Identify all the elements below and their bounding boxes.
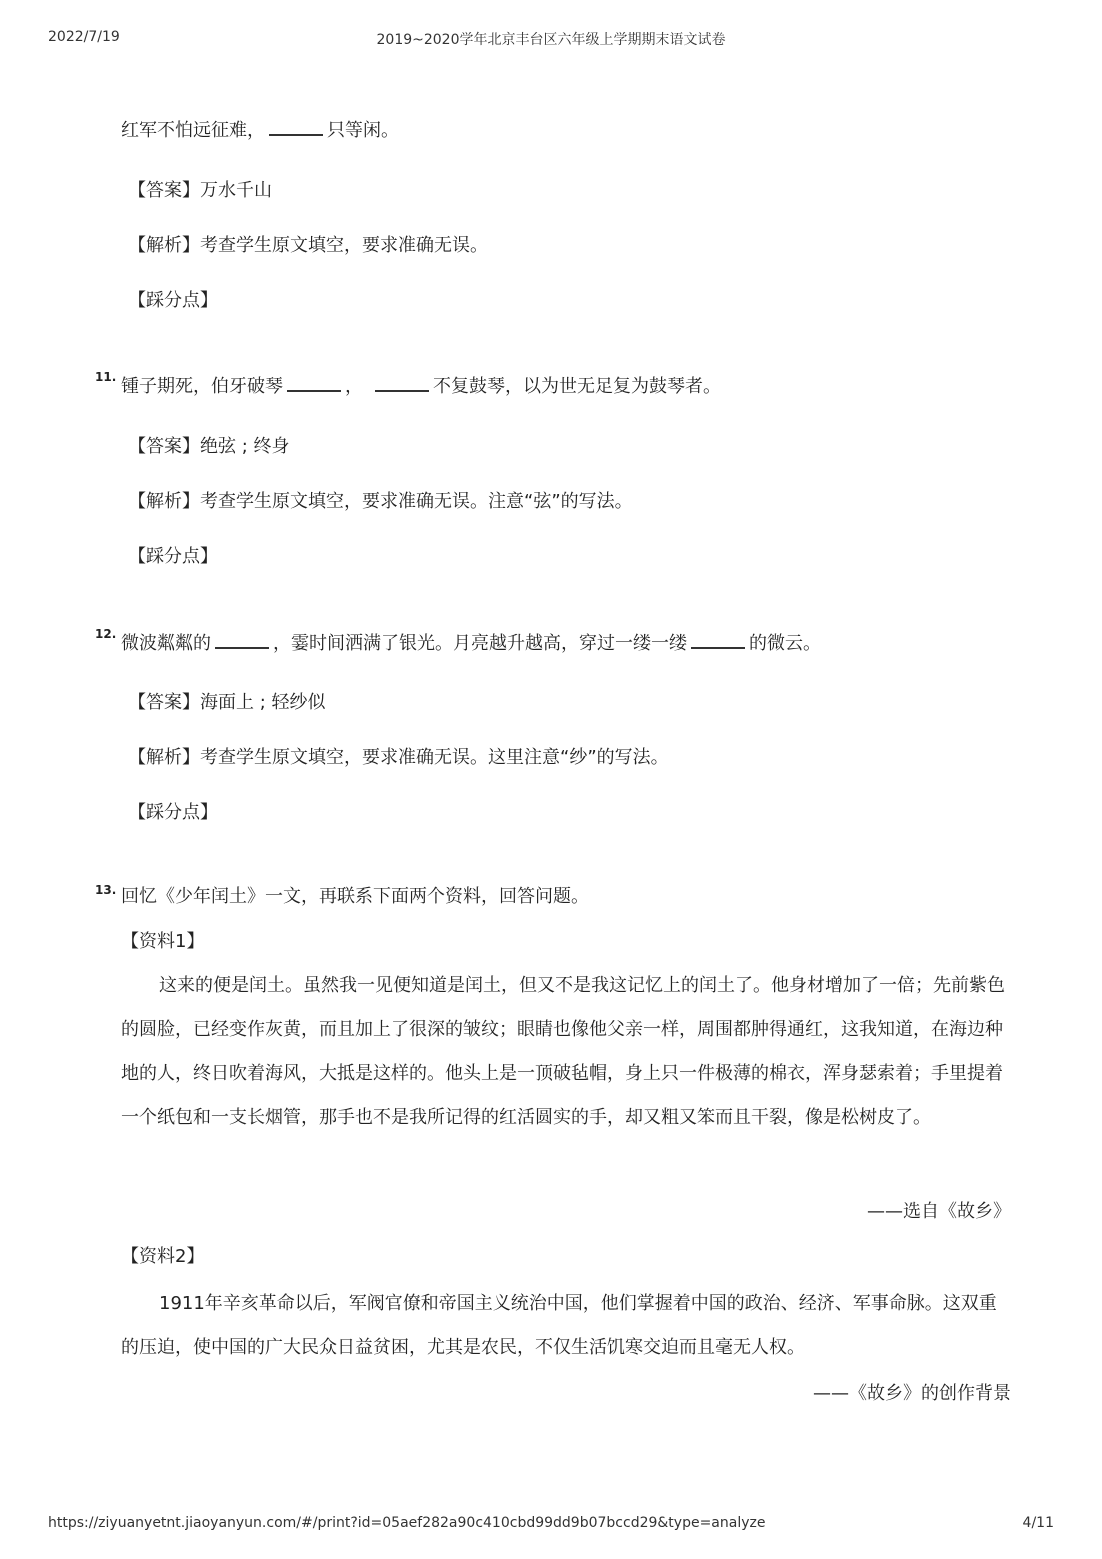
q10-answer: 【答案】万水千山 — [128, 180, 272, 201]
material-2-label: 【资料2】 — [121, 1246, 205, 1267]
q12-stem: 微波粼粼的 ，霎时间洒满了银光。月亮越升越高，穿过一缕一缕 的微云。 — [121, 629, 821, 657]
q13-number: 13. — [95, 883, 117, 897]
material-2-text: 1911年辛亥革命以后，军阀官僚和帝国主义统治中国，他们掌握着中国的政治、经济、军事命脉。这双重的压迫，使中国的广大民众日益贫困，尤其是农民，不仅生活饥寒交迫而且毫无人权。 — [121, 1293, 997, 1358]
page-url: https://ziyuanyetnt.jiaoyanyun.com/#/print?id=05aef282a90c410cbd99dd9b07bccd29&type=analyze — [48, 1515, 766, 1531]
q11-answer: 【答案】绝弦 ; 终身 — [128, 436, 290, 457]
q11-score-points: 【踩分点】 — [128, 546, 218, 567]
material-1-label: 【资料1】 — [121, 931, 205, 952]
q12-answer: 【答案】海面上 ; 轻纱似 — [128, 692, 326, 713]
q12-score-points: 【踩分点】 — [128, 802, 218, 823]
q13-stem: 回忆《少年闰土》一文，再联系下面两个资料，回答问题。 — [121, 886, 589, 907]
answer-blank — [691, 629, 745, 649]
answer-blank — [269, 116, 323, 136]
answer-blank — [375, 372, 429, 392]
page-number: 4/11 — [1022, 1515, 1054, 1531]
q10-score-points: 【踩分点】 — [128, 290, 218, 311]
q11-number: 11. — [95, 370, 117, 384]
q10-analysis: 【解析】考查学生原文填空，要求准确无误。 — [128, 235, 488, 256]
answer-blank — [287, 372, 341, 392]
q11-stem: 锺子期死，伯牙破琴 ， 不复鼓琴，以为世无足复为鼓琴者。 — [121, 372, 721, 400]
q11-analysis: 【解析】考查学生原文填空，要求准确无误。注意“弦”的写法。 — [128, 491, 633, 512]
q12-number: 12. — [95, 627, 117, 641]
q10-stem: 红军不怕远征难， 只等闲。 — [121, 116, 399, 144]
print-date: 2022/7/19 — [48, 29, 120, 45]
material-1-text: 这来的便是闰土。虽然我一见便知道是闰土，但又不是我这记忆上的闰土了。他身材增加了一倍；先前紫色的圆脸，已经变作灰黄，而且加上了很深的皱纹；眼睛也像他父亲一样，周围都肿得通红，这我知道，在海边种地的人，终日吹着海风，大抵是这样的。他头上是一顶破毡帽，身上只一件极薄的棉衣，浑身瑟索着；手里提着一个纸包和一支长烟管，那手也不是我所记得的红活圆实的手，却又粗又笨而且干裂，像是松树皮了。 — [121, 975, 1005, 1128]
document-title: 2019~2020学年北京丰台区六年级上学期期末语文试卷 — [376, 32, 726, 48]
q12-analysis: 【解析】考查学生原文填空，要求准确无误。这里注意“纱”的写法。 — [128, 747, 669, 768]
material-1-source: ——选自《故乡》 — [867, 1201, 1011, 1222]
material-2-source: ——《故乡》的创作背景 — [813, 1383, 1011, 1404]
answer-blank — [215, 629, 269, 649]
